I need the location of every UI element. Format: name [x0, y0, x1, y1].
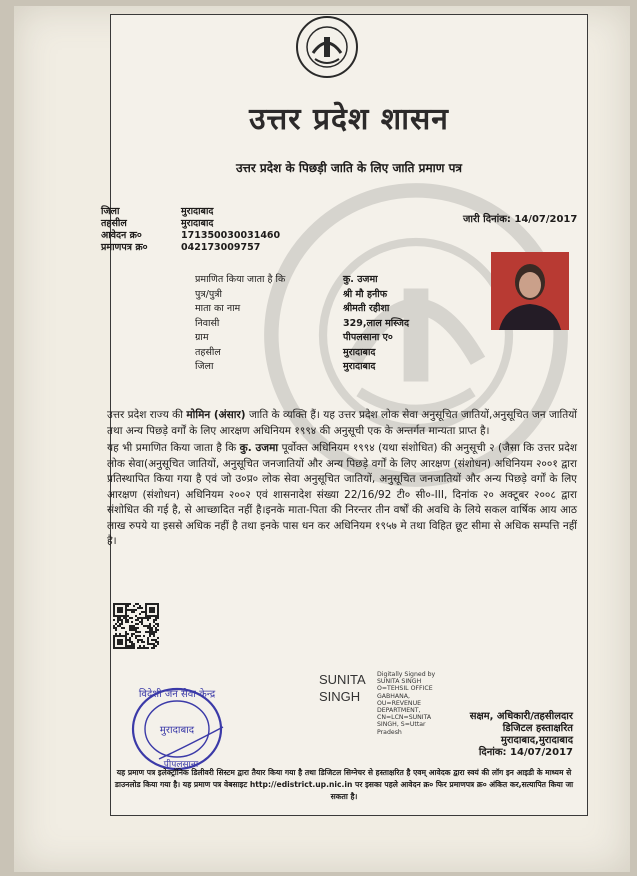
detail-row: [195, 360, 409, 375]
certificate-body: [107, 408, 577, 550]
authority-location: मुरादाबाद,मुरादाबाद: [500, 735, 573, 746]
application-meta: [101, 206, 280, 254]
page-title: उत्तर प्रदेश शासन: [249, 102, 449, 137]
district-label: जिला: [101, 206, 120, 217]
detail-row: [195, 288, 409, 303]
certificate-label: प्रमाणपत्र क्र०: [101, 242, 148, 253]
paragraph-certification: यह भी प्रमाणित किया जाता है कि कु. उजमा पूर्वोक्त अधिनियम १९९४ (यथा संशोधित) की अनुसूची २ (जैसा कि उत्तर प्रदेश लोक सेवा(अनुसूचित जातियों, अनुसूचित जनजातियों और अन्य पिछड़े वर्गों के लिए आरक्षण (संशोधन) अधिनियम २००१ द्वारा प्रतिस्थापित किया गया है एवं जो उ०प्र० लोक सेवा अनुसूचित जातियों, अनुसूचित जनजातियों और अन्य पिछड़े वर्गों के लिए आरक्षण (संशोधन) अधिनियम २००२ एवं शासनादेश संख्या 22/16/92 टी० सी०-III, दिनांक २० अक्टूबर २००८ द्वारा संशोधित की गई है, से आच्छादित नहीं है।इनके माता-पिता की निरन्तर तीन वर्षों की अवधि के लिये सकल वार्षिक आय आठ लाख रुपये या इससे अधिक नहीं है तथा इनके पास धन कर अधिनियम १९५७ मे तथा विहित छूट सीमा से अधिक सम्पत्ति नहीं है।: [107, 442, 577, 547]
detail-label: निवासी: [195, 317, 220, 329]
paper-sheet: [14, 6, 630, 872]
detail-row: [195, 273, 409, 288]
qr-code: [113, 603, 159, 649]
footer-note: यह प्रमाण पत्र इलेक्ट्रॉनिक डिलीवरी सिस्टम द्वारा तैयार किया गया है तथा डिजिटल सिग्नेचर से हस्ताक्षरित है एवम् आवेदक द्वारा स्वयं की लॉग इन आइडी के माध्यम से डाउनलोड किया गया है। यह प्रमाण पत्र वेबसाइट http://edistrict.up.nic.in पर इसका पहले आवेदन क्र० फिर प्रमाणपत्र क्र० अंकित कर,सत्यापित किया जा सकता है।: [114, 768, 574, 801]
authority-block: [470, 711, 573, 759]
certificate-number: 042173009757: [181, 242, 261, 253]
caste-name: मोमिन (अंसार): [186, 409, 246, 421]
service-center-seal: [125, 677, 235, 777]
applicant-name-inline: कु. उजमा: [239, 442, 279, 454]
mother-name: श्रीमती रहीशा: [343, 303, 390, 314]
certificate-page: [101, 14, 588, 816]
detail-row: [195, 346, 409, 361]
signature-info: Digitally Signed by SUNITA SINGH O=TEHSIL OFFICE GABHANA, OU=REVENUE DEPARTMENT, CN=LCN=SUNITA SINGH, S=Uttar Pradesh: [377, 671, 436, 736]
svg-text:मुरादाबाद: मुरादाबाद: [159, 725, 195, 736]
detail-row: [195, 317, 409, 332]
applicant-details: [195, 273, 409, 375]
parent-name: श्री मौ हनीफ: [343, 288, 388, 300]
authority-date: दिनांक: 14/07/2017: [478, 747, 573, 758]
svg-text:पीपलसाना: पीपलसाना: [163, 760, 199, 770]
detail-label: माता का नाम: [195, 303, 241, 314]
detail-row: [195, 302, 409, 317]
paragraph-caste: उत्तर प्रदेश राज्य की मोमिन (अंसार) जाति के व्यक्ति हैं। यह उत्तर प्रदेश लोक सेवा अनुसूचित जातियों,अनुसूचित जन जातियों तथा अन्य पिछड़े वर्गों के लिए आरक्षण अधिनियम १९९४ की अनुसूची एक के अन्तर्गत मान्यता प्राप्त है।: [107, 409, 578, 437]
detail-label: जिला: [195, 361, 214, 372]
signer-name-line1: SUNITA: [319, 672, 366, 687]
applicant-photo: [491, 252, 569, 330]
certificate-subtitle: उत्तर प्रदेश के पिछड़ी जाति के लिए जाति प्रमाण पत्र: [235, 161, 463, 175]
detail-label: ग्राम: [195, 332, 209, 343]
district-value: मुरादाबाद: [181, 206, 214, 217]
district: मुरादाबाद: [343, 361, 376, 372]
village: पीपलसाना ए०: [343, 332, 393, 343]
digital-signature: [319, 671, 436, 736]
detail-label: प्रमाणित किया जाता है कि: [195, 274, 286, 285]
application-label: आवेदन क्र०: [101, 230, 142, 241]
tehsil: मुरादाबाद: [343, 346, 376, 358]
detail-label: तहसील: [195, 346, 221, 358]
up-government-emblem: [291, 15, 363, 79]
detail-label: पुत्र/पुत्री: [195, 288, 222, 300]
detail-row: [195, 331, 409, 346]
application-number: 171350030031460: [181, 230, 281, 241]
applicant-name: कु. उजमा: [343, 274, 378, 285]
residence: 329,लाल मस्जिद: [343, 317, 410, 329]
svg-text:विदेशी जन सेवा केन्द्र: विदेशी जन सेवा केन्द्र: [138, 689, 216, 700]
authority-digital: डिजिटल हस्ताक्षरित: [502, 723, 573, 734]
tehsil-value: मुरादाबाद: [181, 218, 214, 229]
tehsil-label: तहसील: [101, 218, 127, 229]
signer-name-line2: SINGH: [319, 689, 361, 704]
issue-date: जारी दिनांक: 14/07/2017: [463, 214, 578, 225]
authority-title: सक्षम, अधिकारी/तहसीलदार: [469, 711, 573, 722]
